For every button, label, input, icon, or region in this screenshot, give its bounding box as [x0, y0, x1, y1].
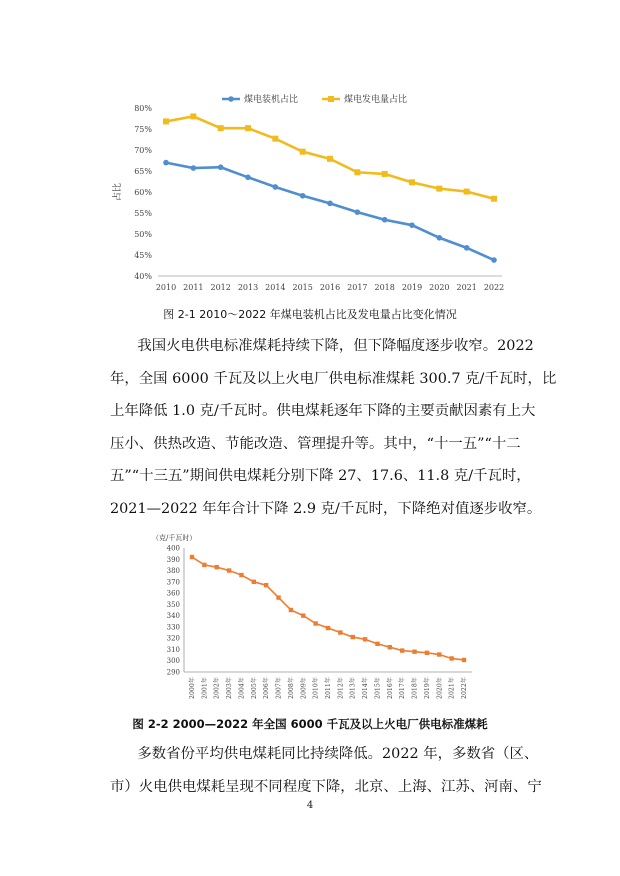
x-tick-label: 2008年 — [287, 677, 295, 699]
x-tick-label: 2016 — [319, 283, 341, 292]
data-point — [354, 169, 360, 175]
data-point — [491, 196, 497, 202]
x-tick-label: 2021 — [456, 283, 477, 292]
x-tick-label: 2007年 — [275, 677, 283, 699]
y-tick-label: 400 — [166, 544, 180, 553]
data-point — [202, 563, 206, 567]
data-point — [425, 651, 429, 655]
data-point — [382, 217, 388, 223]
x-tick-label: 2017年 — [399, 677, 407, 699]
x-tick-label: 2009年 — [300, 677, 308, 699]
data-point — [218, 125, 224, 131]
data-point — [227, 568, 231, 572]
page-number: 4 — [306, 800, 314, 811]
x-tick-label: 2017 — [347, 283, 368, 292]
data-point — [313, 621, 317, 625]
data-point — [163, 118, 169, 124]
x-tick-label: 2015年 — [374, 677, 382, 699]
x-tick-label: 2020年 — [436, 677, 444, 699]
data-point — [245, 125, 251, 131]
figure-2-2-caption: 图 2-2 2000—2022 年全国 6000 千瓦及以上火电厂供电标准煤耗 — [132, 717, 488, 731]
x-tick-label: 2015 — [292, 283, 313, 292]
data-point — [264, 583, 268, 587]
data-point — [191, 165, 197, 171]
series-line — [192, 557, 464, 660]
data-point — [375, 642, 379, 646]
x-tick-label: 2019 — [401, 283, 423, 292]
coal-consumption-line-chart — [150, 532, 480, 712]
paragraph-line: 2021—2022 年年合计下降 2.9 克/千瓦时，下降绝对值逐步收窄。 — [110, 500, 542, 517]
legend-label: 煤电装机占比 — [244, 95, 299, 105]
body-paragraph-2 — [110, 738, 542, 803]
x-tick-label: 2010 — [155, 283, 177, 292]
data-point — [409, 222, 415, 228]
y-tick-label: 380 — [166, 567, 180, 576]
data-point — [338, 630, 342, 634]
x-tick-label: 2003年 — [226, 677, 234, 699]
data-point — [400, 648, 404, 652]
coal-share-line-chart — [110, 92, 510, 300]
data-point — [491, 257, 497, 263]
y-tick-label: 80% — [134, 104, 152, 113]
x-tick-label: 2018年 — [411, 677, 419, 699]
paragraph-line: 上年降低 1.0 克/千瓦时。供电煤耗逐年下降的主要贡献因素有上大 — [110, 403, 536, 419]
x-tick-label: 2010年 — [312, 677, 320, 699]
data-point — [464, 189, 470, 195]
x-tick-label: 2013年 — [349, 677, 357, 699]
data-point — [412, 650, 416, 654]
data-point — [276, 595, 280, 599]
paragraph-line: 我国火电供电标准煤耗持续下降，但下降幅度逐步收窄。2022 — [137, 338, 534, 354]
figure-2-1-caption: 图 2-1 2010～2022 年煤电装机占比及发电量占比变化情况 — [163, 308, 457, 321]
paragraph-line: 多数省份平均供电煤耗同比持续降低。2022 年，多数省（区、 — [137, 746, 539, 762]
data-point — [245, 175, 251, 181]
data-point — [190, 555, 194, 559]
paragraph-line: 五”“十三五”期间供电煤耗分别下降 27、17.6、11.8 克/千瓦时， — [110, 468, 531, 484]
x-tick-label: 2013 — [237, 283, 259, 292]
data-point — [382, 171, 388, 177]
data-point — [464, 245, 470, 251]
data-point — [239, 573, 243, 577]
x-tick-label: 2022年 — [461, 677, 468, 699]
y-tick-label: 65% — [134, 167, 152, 176]
legend-label: 煤电发电量占比 — [344, 95, 408, 105]
y-tick-label: 370 — [166, 578, 180, 587]
y-axis-label: 占比 — [113, 182, 123, 202]
x-tick-label: 2000年 — [189, 677, 196, 699]
y-tick-label: 310 — [166, 645, 180, 654]
data-point — [300, 149, 306, 155]
y-tick-label: 50% — [134, 230, 152, 239]
y-tick-label: 75% — [134, 125, 152, 134]
data-point — [327, 156, 333, 162]
legend-marker — [228, 96, 234, 102]
x-tick-label: 2006年 — [263, 677, 271, 699]
body-paragraph-1 — [110, 330, 557, 525]
data-point — [388, 645, 392, 649]
y-tick-label: 60% — [134, 188, 152, 197]
data-point — [252, 580, 256, 584]
x-tick-label: 2005年 — [250, 677, 258, 699]
data-point — [437, 235, 443, 241]
y-tick-label: 320 — [166, 634, 180, 643]
y-tick-label: 300 — [166, 657, 180, 666]
data-point — [326, 626, 330, 630]
x-tick-label: 2014 — [265, 283, 286, 292]
data-point — [163, 160, 169, 166]
y-tick-label: 55% — [134, 209, 152, 218]
paragraph-line: 压小、供热改造、节能改造、管理提升等。其中，“十一五”“十二 — [110, 435, 521, 452]
data-point — [409, 179, 415, 185]
y-tick-label: 360 — [166, 589, 180, 598]
x-tick-label: 2014年 — [362, 677, 370, 699]
data-point — [289, 608, 293, 612]
y-tick-label: 330 — [166, 623, 180, 632]
y-tick-label: 70% — [134, 146, 152, 155]
y-tick-label: 40% — [134, 272, 152, 281]
data-point — [215, 565, 219, 569]
data-point — [462, 658, 466, 662]
data-point — [449, 656, 453, 660]
legend-marker — [328, 96, 334, 102]
data-point — [300, 193, 306, 199]
y-tick-label: 350 — [166, 600, 180, 609]
x-tick-label: 2004年 — [238, 677, 246, 699]
data-point — [436, 186, 442, 192]
data-point — [363, 637, 367, 641]
data-point — [351, 635, 355, 639]
x-tick-label: 2016年 — [386, 677, 394, 699]
y-tick-label: 340 — [166, 612, 180, 621]
x-tick-label: 2002年 — [213, 677, 221, 699]
y-tick-label: 290 — [166, 668, 180, 677]
data-point — [272, 136, 278, 142]
x-tick-label: 2018 — [374, 283, 395, 292]
y-axis-unit-label: （克/千瓦时） — [152, 534, 197, 542]
data-point — [190, 113, 196, 119]
x-tick-label: 2022 — [483, 283, 505, 292]
series-line — [166, 163, 494, 260]
data-point — [355, 209, 361, 215]
x-tick-label: 2021年 — [448, 677, 456, 699]
y-tick-label: 390 — [166, 555, 180, 564]
data-point — [273, 184, 279, 190]
data-point — [301, 613, 305, 617]
x-tick-label: 2020 — [429, 283, 450, 292]
x-tick-label: 2019年 — [423, 677, 431, 699]
y-tick-label: 45% — [134, 251, 152, 260]
x-tick-label: 2011年 — [325, 677, 332, 699]
data-point — [218, 164, 224, 170]
x-tick-label: 2001年 — [201, 677, 209, 699]
paragraph-line: 年，全国 6000 千瓦及以上火电厂供电标准煤耗 300.7 克/千瓦时，比 — [110, 370, 557, 387]
x-tick-label: 2012 — [210, 283, 231, 292]
data-point — [327, 201, 333, 207]
paragraph-line: 市）火电供电煤耗呈现不同程度下降，北京、上海、江苏、河南、宁 — [110, 778, 542, 795]
data-point — [437, 652, 441, 656]
x-tick-label: 2011 — [183, 283, 204, 292]
x-tick-label: 2012年 — [337, 677, 345, 699]
